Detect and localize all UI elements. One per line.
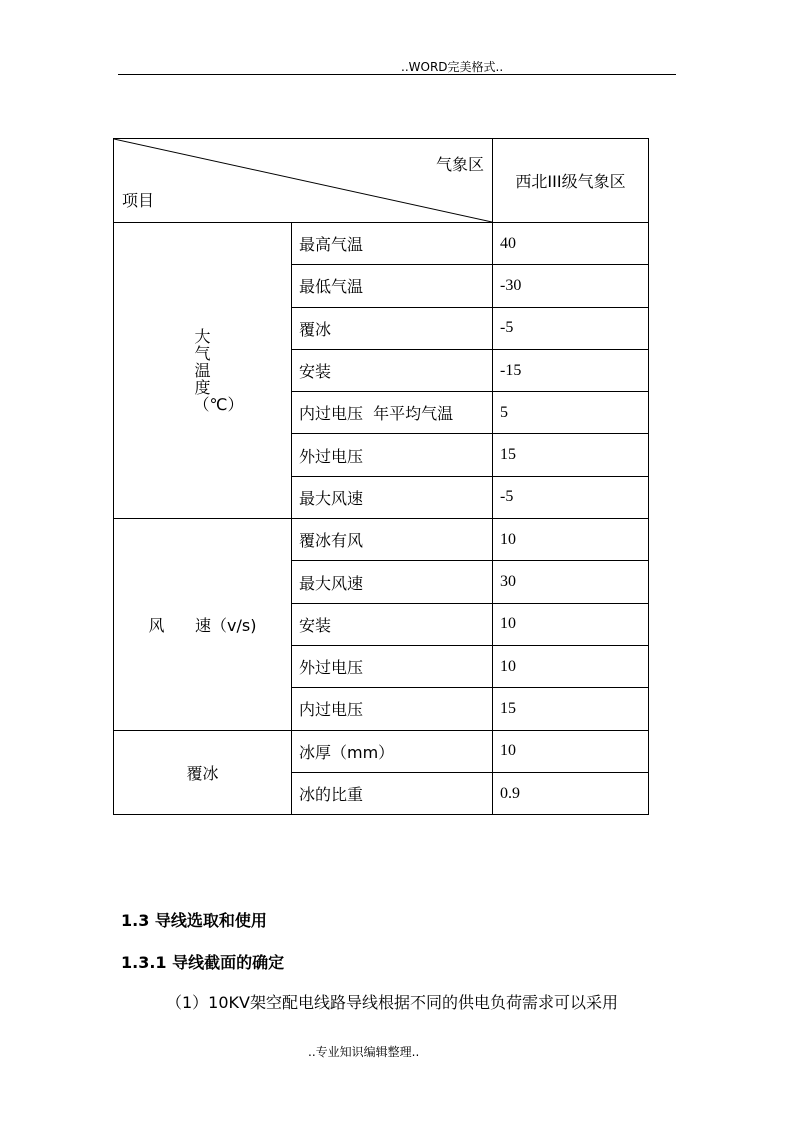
table-row-item: 冰厚（mm） (292, 730, 493, 772)
table-row-item: 最大风速 (292, 561, 493, 603)
table-row-item: 最低气温 (292, 265, 493, 307)
table-row-value: 15 (493, 688, 649, 730)
group-label-text: 覆冰 (186, 763, 219, 783)
table-corner-cell (114, 139, 493, 223)
table-row-item: 冰的比重 (292, 772, 493, 814)
header-rule (118, 74, 676, 75)
page-header: ..WORD完美格式.. (401, 60, 504, 74)
table-row-value: 15 (493, 434, 649, 476)
table-row-value: 40 (493, 223, 649, 265)
section-heading-1-3-1: 1.3.1 导线截面的确定 (121, 953, 285, 972)
table-row-item: 内过电压 (292, 688, 493, 730)
group-label-wind (114, 519, 292, 730)
meteorological-table (113, 138, 649, 815)
table-row-value: -30 (493, 265, 649, 307)
group-label-icing (114, 730, 292, 815)
table-row-value: -5 (493, 307, 649, 349)
group-label-text: 风 速（v/s) (148, 615, 257, 635)
table-row-item: 最高气温 (292, 223, 493, 265)
table-row-item: 安装 (292, 603, 493, 645)
table-row-item: 内过电压 年平均气温 (292, 392, 493, 434)
corner-header-item: 项目 (122, 191, 155, 210)
table-row-value: 30 (493, 561, 649, 603)
table-row-value: 10 (493, 519, 649, 561)
corner-header-region: 气象区 (435, 155, 484, 174)
table-row-item: 安装 (292, 349, 493, 391)
table-row-value: 10 (493, 730, 649, 772)
table-row-item: 覆冰 (292, 307, 493, 349)
table-row-value: 5 (493, 392, 649, 434)
section-heading-1-3: 1.3 导线选取和使用 (121, 911, 267, 930)
group-label-text: 大气温度（℃） (193, 326, 244, 414)
table-row-item: 外过电压 (292, 645, 493, 687)
table-row-item: 外过电压 (292, 434, 493, 476)
table-row-value: -15 (493, 349, 649, 391)
table-row-value: 10 (493, 603, 649, 645)
table-row-value: -5 (493, 476, 649, 518)
region-header: 西北III级气象区 (493, 139, 649, 223)
group-label-temperature (114, 223, 292, 519)
body-paragraph: （1）10KV架空配电线路导线根据不同的供电负荷需求可以采用 (166, 993, 618, 1012)
table-row-value: 10 (493, 645, 649, 687)
table-row-item: 覆冰有风 (292, 519, 493, 561)
table-row-item: 最大风速 (292, 476, 493, 518)
page-footer: ..专业知识编辑整理.. (308, 1045, 420, 1059)
table-row-value: 0.9 (493, 772, 649, 814)
